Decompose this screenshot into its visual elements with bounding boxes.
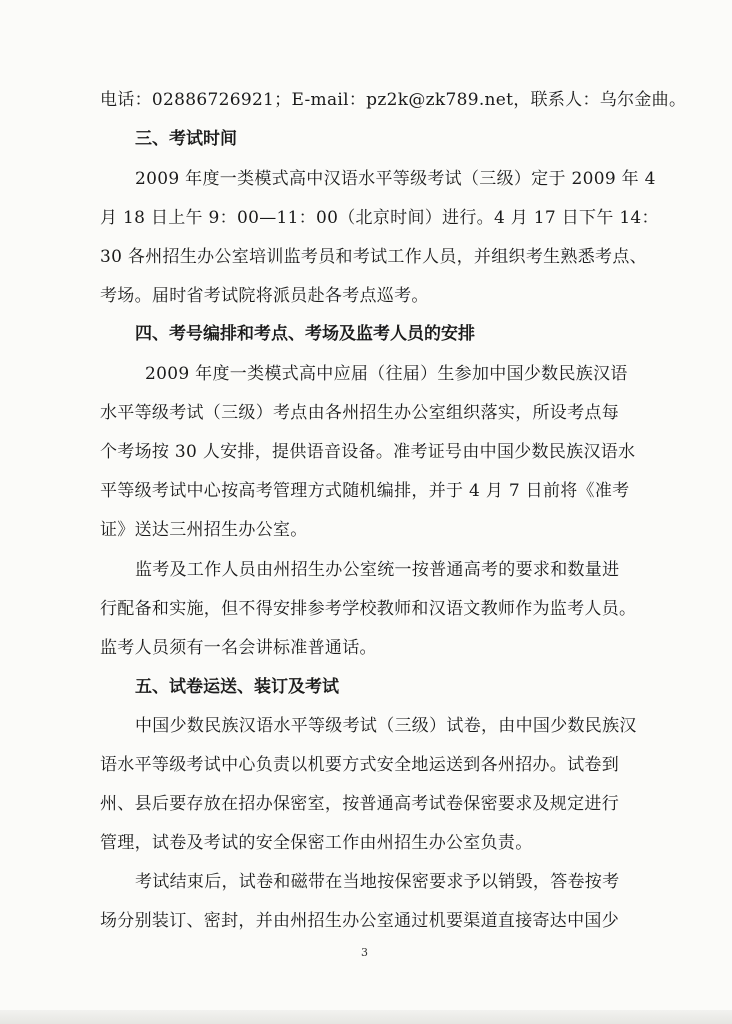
paragraph-line: 场分别装订、密封，并由州招生办公室通过机要渠道直接寄达中国少 bbox=[100, 911, 619, 931]
paragraph-line: 考场。届时省考试院将派员赴各考点巡考。 bbox=[100, 286, 429, 306]
contact-line: 电话：02886726921；E-mail：pz2k@zk789.net，联系人：乌尔金曲。 bbox=[100, 90, 687, 110]
paragraph-line: 语水平等级考试中心负责以机要方式安全地运送到各州招办。试卷到 bbox=[100, 755, 619, 775]
section-heading-arrangements: 四、考号编排和考点、考场及监考人员的安排 bbox=[135, 324, 475, 344]
section-heading-papers: 五、试卷运送、装订及考试 bbox=[135, 677, 339, 697]
paragraph-line: 月 18 日上午 9：00—11：00（北京时间）进行。4 月 17 日下午 14： bbox=[100, 208, 659, 228]
paragraph-line: 行配备和实施，但不得安排参考学校教师和汉语文教师作为监考人员。 bbox=[100, 599, 637, 619]
paragraph-line: 2009 年度一类模式高中汉语水平等级考试（三级）定于 2009 年 4 bbox=[135, 169, 656, 189]
paragraph-line: 个考场按 30 人安排，提供语音设备。准考证号由中国少数民族汉语水 bbox=[100, 442, 636, 462]
paragraph-line: 证》送达三州招生办公室。 bbox=[100, 520, 308, 540]
section-heading-exam-time: 三、考试时间 bbox=[135, 129, 237, 149]
scan-edge bbox=[0, 1010, 732, 1024]
paragraph-line: 监考及工作人员由州招生办公室统一按普通高考的要求和数量进 bbox=[135, 560, 620, 580]
paragraph-line: 管理，试卷及考试的安全保密工作由州招生办公室负责。 bbox=[100, 833, 533, 853]
paragraph-line: 监考人员须有一名会讲标准普通话。 bbox=[100, 638, 377, 658]
paragraph-line: 水平等级考试（三级）考点由各州招生办公室组织落实，所设考点每 bbox=[100, 403, 619, 423]
paragraph-line: 2009 年度一类模式高中应届（往届）生参加中国少数民族汉语 bbox=[145, 364, 628, 384]
paragraph-line: 中国少数民族汉语水平等级考试（三级）试卷，由中国少数民族汉 bbox=[135, 716, 637, 736]
paragraph-line: 平等级考试中心按高考管理方式随机编排，并于 4 月 7 日前将《准考 bbox=[100, 481, 630, 501]
paragraph-line: 考试结束后，试卷和磁带在当地按保密要求予以销毁，答卷按考 bbox=[135, 872, 620, 892]
paragraph-line: 30 各州招生办公室培训监考员和考试工作人员，并组织考生熟悉考点、 bbox=[100, 247, 647, 267]
page-number: 3 bbox=[361, 946, 368, 959]
paragraph-line: 州、县后要存放在招办保密室，按普通高考试卷保密要求及规定进行 bbox=[100, 794, 619, 814]
